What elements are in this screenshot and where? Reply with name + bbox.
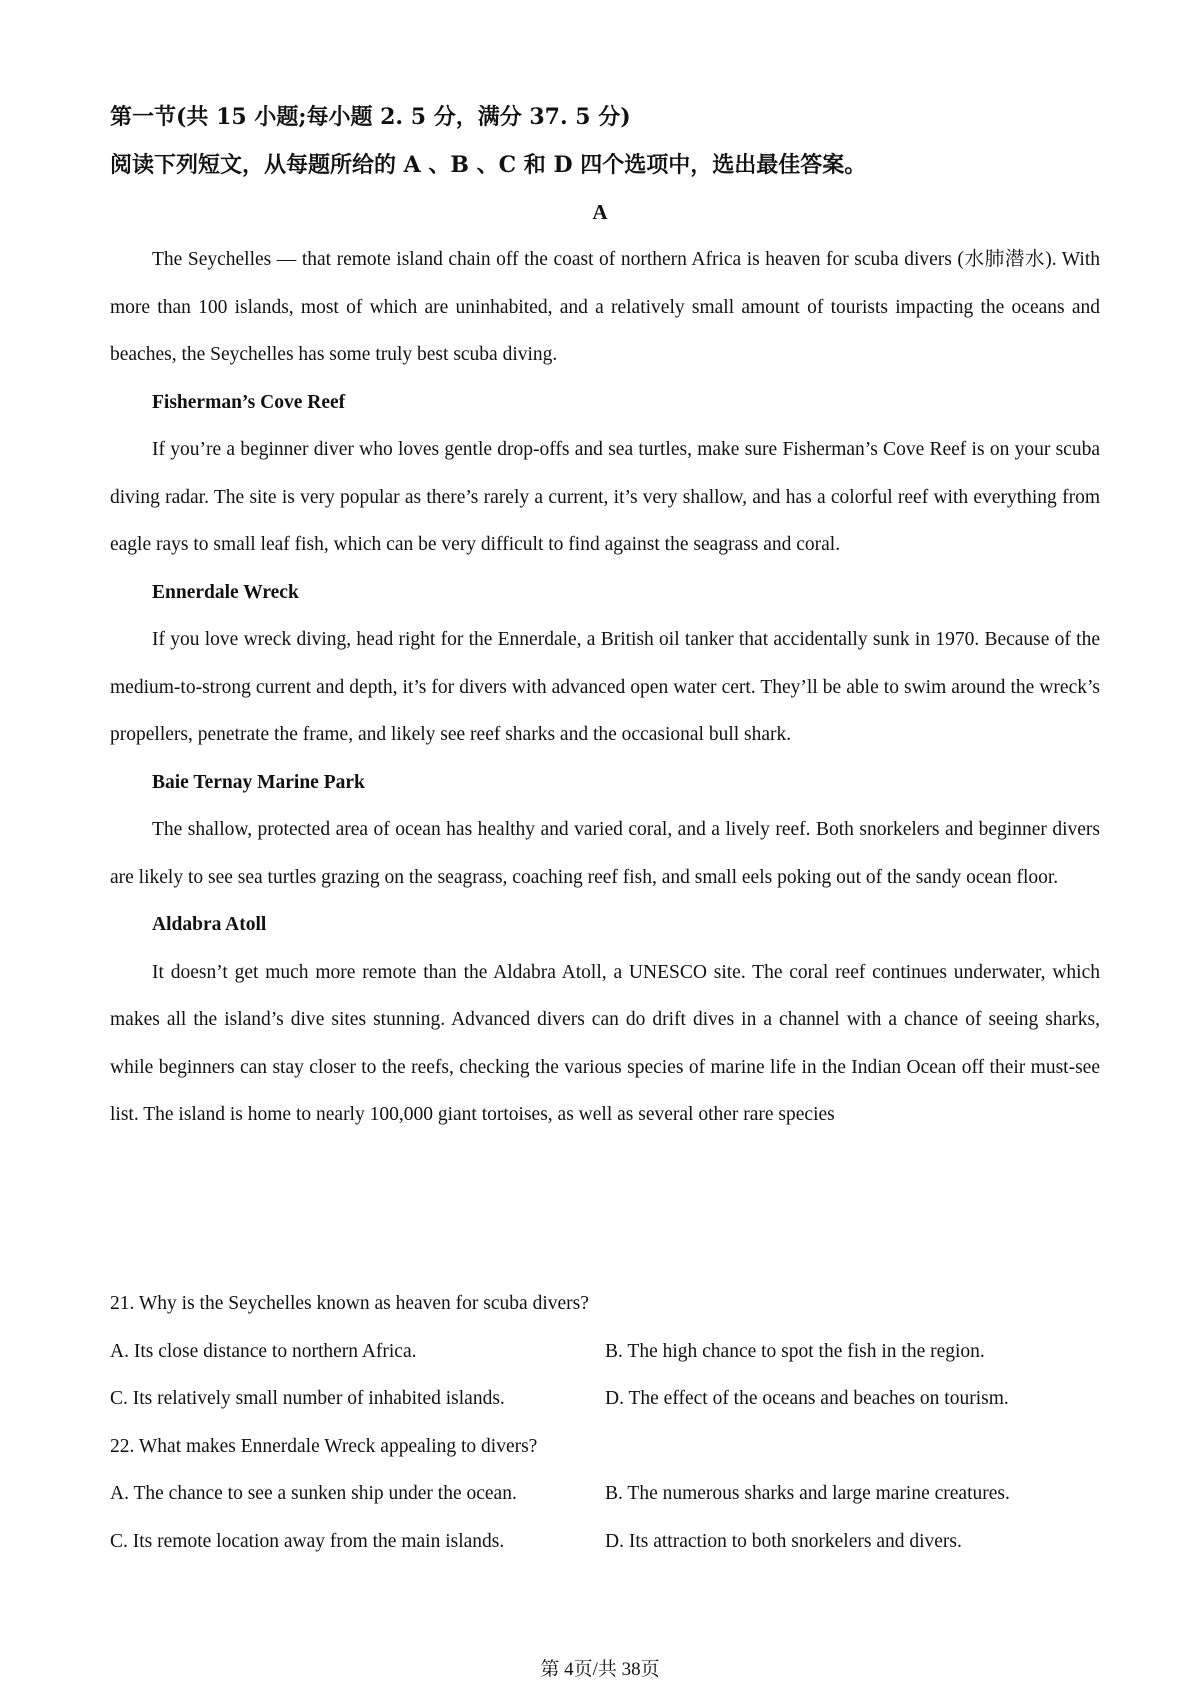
section-header: 第一节(共 15 小题;每小题 2. 5 分，满分 37. 5 分)	[110, 104, 631, 130]
section-heading-aldabra: Aldabra Atoll	[152, 914, 267, 935]
question-21-option-c: C. Its relatively small number of inhabited islands.	[110, 1388, 505, 1409]
question-22-option-a: A. The chance to see a sunken ship under the ocean.	[110, 1483, 517, 1504]
passage-body	[110, 236, 1100, 1139]
question-21-option-a: A. Its close distance to northern Africa.	[110, 1340, 417, 1362]
question-22-option-c: C. Its remote location away from the main islands.	[110, 1530, 505, 1552]
section-instructions: 阅读下列短文，从每题所给的 A 、B 、C 和 D 四个选项中，选出最佳答案。	[110, 152, 867, 178]
section-heading-baie-ternay: Baie Ternay Marine Park	[152, 771, 365, 793]
question-22-stem: 22. What makes Ennerdale Wreck appealing to divers?	[110, 1435, 538, 1457]
question-22-option-d: D. Its attraction to both snorkelers and divers.	[605, 1530, 962, 1552]
section-heading-ennerdale: Ennerdale Wreck	[152, 581, 299, 603]
question-22-options-row-2	[110, 1518, 1110, 1566]
question-22-option-b: B. The numerous sharks and large marine creatures.	[605, 1483, 1010, 1504]
section-text-baie-ternay: The shallow, protected area of ocean has healthy and varied coral, and a lively reef. Both snorkelers and beginner divers are likely to see sea turtles grazing on the seagrass, coaching reef fish, and small eels poking out of the sandy ocean floor.	[110, 819, 1100, 888]
section-heading-fishermans-cove: Fisherman’s Cove Reef	[152, 391, 346, 413]
question-21-stem: 21. Why is the Seychelles known as heaven for scuba divers?	[110, 1293, 589, 1314]
page-number: 第 4页/共 38页	[540, 1659, 660, 1680]
question-21-option-d: D. The effect of the oceans and beaches on tourism.	[605, 1388, 1009, 1409]
section-text-aldabra: It doesn’t get much more remote than the Aldabra Atoll, a UNESCO site. The coral reef continues underwater, which makes all the island’s dive sites stunning. Advanced divers can do drift dives in a channel with a chance of seeing sharks, while beginners can stay closer to the reefs, checking the various species of marine life in the Indian Ocean off their must-see list. The island is home to nearly 100,000 giant tortoises, as well as several other rare species	[110, 961, 1100, 1125]
question-21-options-row-2	[110, 1375, 1110, 1423]
passage-intro: The Seychelles — that remote island chain off the coast of northern Africa is heaven for scuba divers (水肺潜水). With more than 100 islands, most of which are uninhabited, and a relatively small amount of tourists impacting the oceans and beaches, the Seychelles has some truly best scuba diving.	[110, 249, 1100, 365]
passage-label: A	[592, 200, 608, 224]
section-text-ennerdale: If you love wreck diving, head right for the Ennerdale, a British oil tanker that accidentally sunk in 1970. Because of the medium-to-strong current and depth, it’s for divers with advanced open water cert. They’ll be able to swim around the wreck’s propellers, penetrate the frame, and likely see reef sharks and the occasional bull shark.	[110, 629, 1100, 745]
question-21-options-row-1	[110, 1328, 1110, 1376]
section-text-fishermans-cove: If you’re a beginner diver who loves gentle drop-offs and sea turtles, make sure Fisherman’s Cove Reef is on your scuba diving radar. The site is very popular as there’s rarely a current, it’s very shallow, and has a colorful reef with everything from eagle rays to small leaf fish, which can be very difficult to find against the seagrass and coral.	[110, 439, 1100, 555]
question-21-option-b: B. The high chance to spot the fish in the region.	[605, 1340, 985, 1362]
question-22-options-row-1	[110, 1470, 1110, 1518]
question-list	[110, 1280, 1110, 1565]
